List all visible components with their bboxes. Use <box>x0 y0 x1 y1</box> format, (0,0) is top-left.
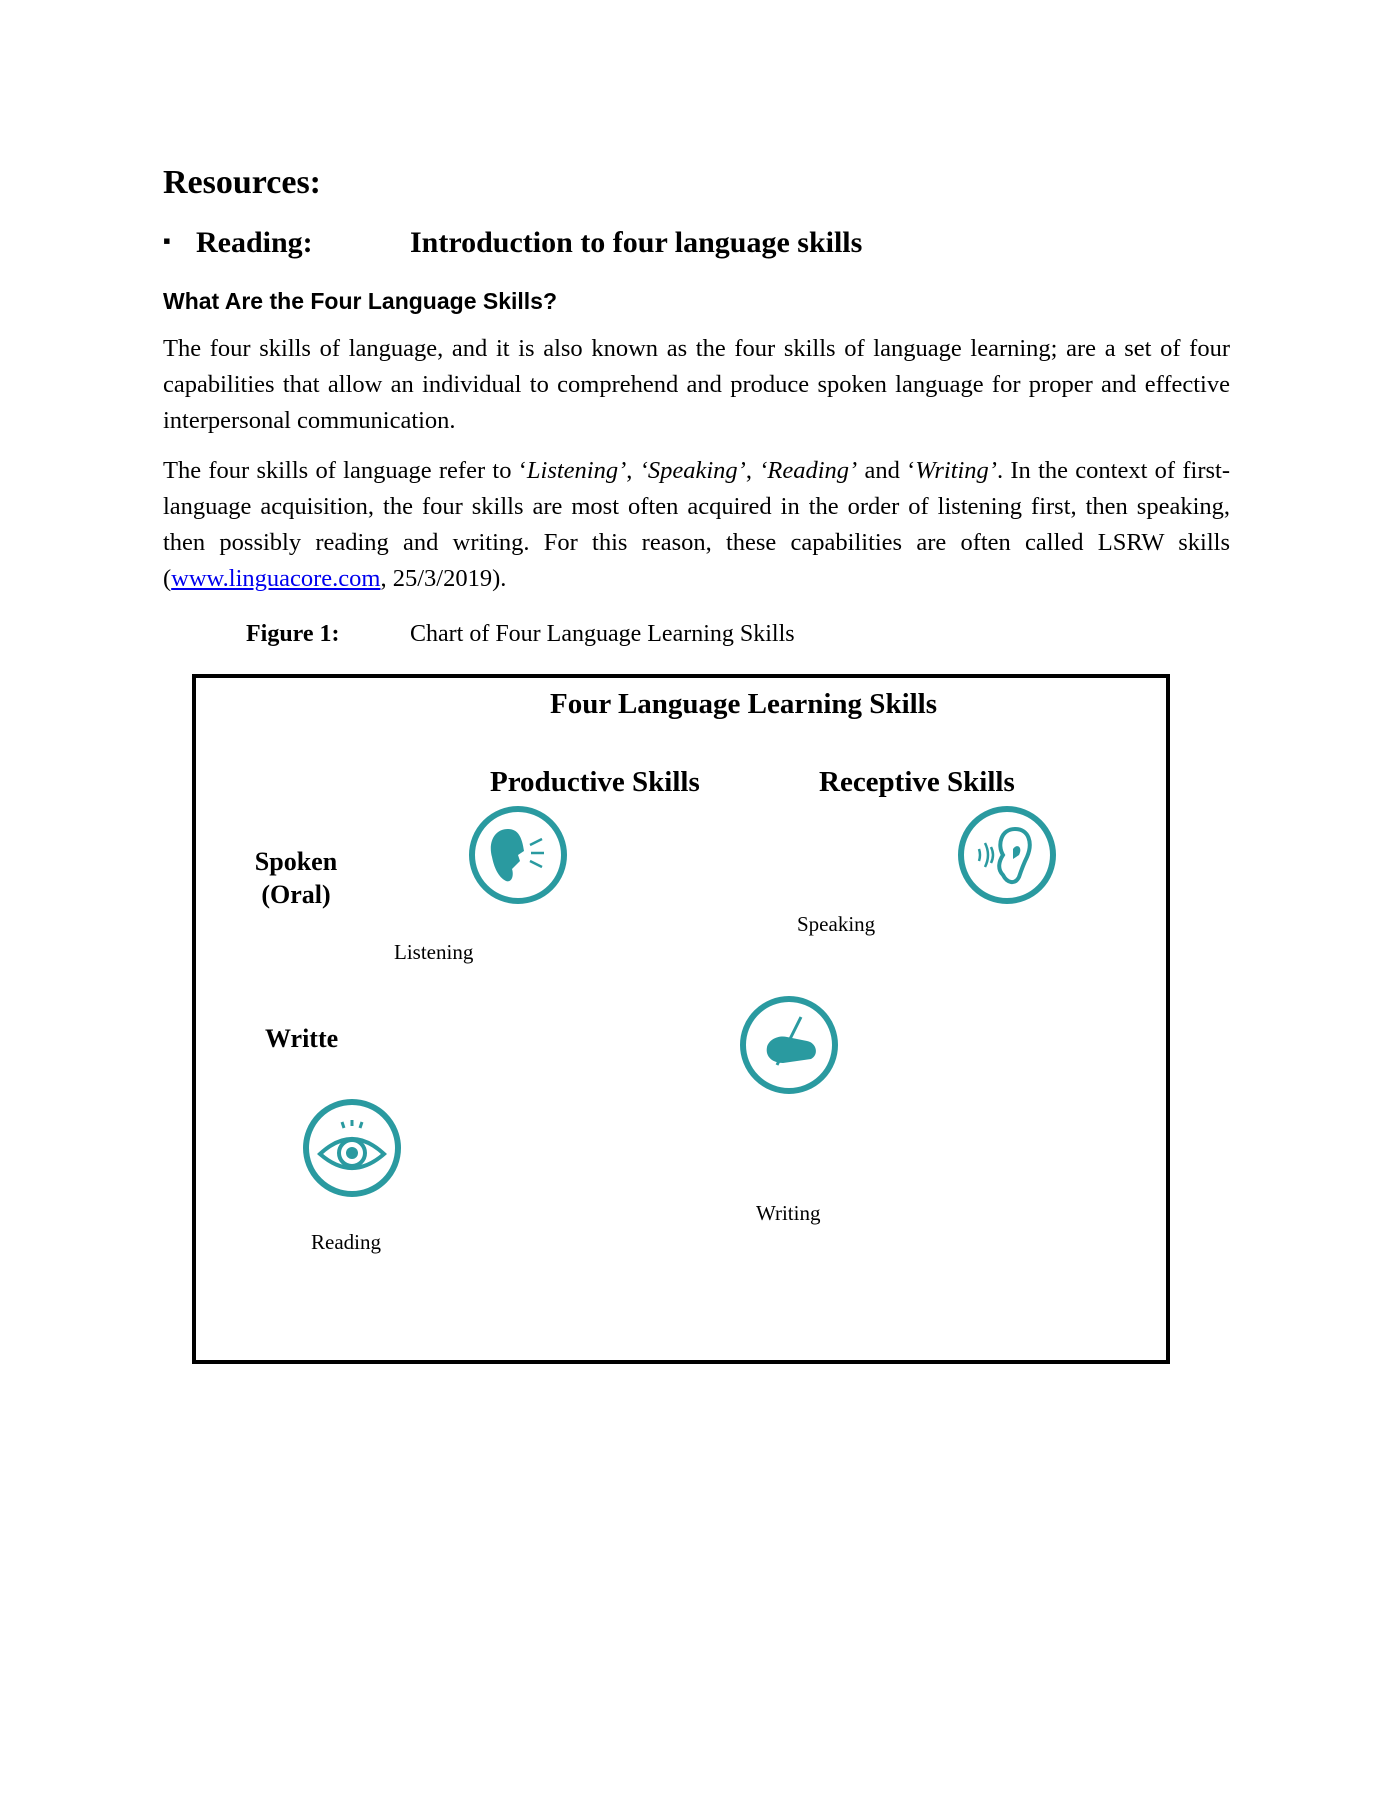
label-writing: Writing <box>756 1201 821 1225</box>
term-listening: Listening’ <box>526 457 627 484</box>
text: , 25/3/2019). <box>380 565 507 592</box>
figure-label: Figure 1: <box>246 621 340 647</box>
term-reading: ‘Reading’ <box>759 457 858 484</box>
bullet-icon: ▪ <box>163 228 171 253</box>
reading-label: Reading: <box>196 226 313 259</box>
text: The four skills of language refer to ‘ <box>163 457 527 484</box>
label-speaking: Speaking <box>797 912 876 936</box>
term-speaking: ‘Speaking’ <box>639 457 746 484</box>
text: , <box>626 457 640 484</box>
eye-icon <box>302 1098 402 1198</box>
paragraph-1: The four skills of language, and it is also known as the four skills of language learning; are a set of four capabilities that allow an individual to comprehend and produce spoken language for proper and effective interpersonal communication. <box>163 335 1230 434</box>
productive-skills-heading: Productive Skills <box>490 766 700 798</box>
text: and ‘ <box>857 457 916 484</box>
ear-icon <box>957 805 1057 905</box>
row-spoken <box>246 845 346 911</box>
reading-title: Introduction to four language skills <box>410 226 863 259</box>
label-reading: Reading <box>311 1230 381 1254</box>
text: , <box>745 457 760 484</box>
figure-caption: Chart of Four Language Learning Skills <box>410 621 795 647</box>
row-written: Writte <box>265 1024 339 1053</box>
term-writing: Writing’ <box>915 457 997 484</box>
row-spoken-line1: Spoken <box>254 847 338 876</box>
writing-hand-icon <box>739 995 839 1095</box>
resources-heading: Resources: <box>163 164 321 201</box>
paragraph-2 <box>163 453 1230 597</box>
subheading: What Are the Four Language Skills? <box>163 288 558 314</box>
label-listening: Listening <box>394 940 474 964</box>
speaking-head-icon <box>468 805 568 905</box>
row-spoken-line2: (Oral) <box>261 880 331 909</box>
text: . In the context of first-language acquisition, the four skills are most often acquired in the order of listening first, then speaking, then possibly reading and writing. For this reason, these capabilities are often called LSRW skills ( <box>163 457 1230 592</box>
source-link[interactable]: www.linguacore.com <box>171 565 381 592</box>
diagram-title: Four Language Learning Skills <box>550 688 938 720</box>
receptive-skills-heading: Receptive Skills <box>819 766 1015 798</box>
